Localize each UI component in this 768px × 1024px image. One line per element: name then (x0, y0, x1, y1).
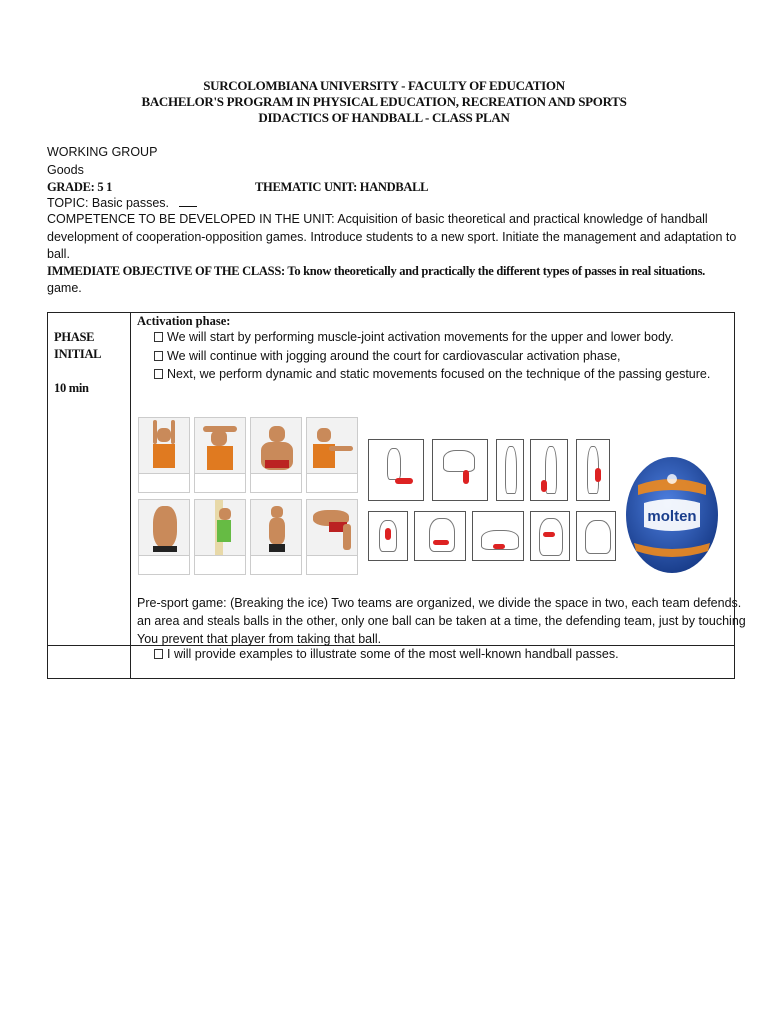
stretch-photo (138, 417, 190, 493)
document-header (0, 78, 768, 126)
stretching-photos-image (138, 417, 358, 577)
passes-example-bullet: I will provide examples to illustrate some of the most well-known handball passes. (154, 647, 619, 661)
topic-blank (179, 196, 197, 207)
header-program: BACHELOR'S PROGRAM IN PHYSICAL EDUCATION, RECREATION AND SPORTS (141, 94, 627, 109)
phase-label: PHASE (54, 330, 95, 344)
activation-bullet-1: We will start by performing muscle-joint activation movements for the upper and lower body. (154, 330, 674, 344)
stretch-sketch (472, 511, 524, 561)
objective-line: IMMEDIATE OBJECTIVE OF THE CLASS: To know theoretically and practically the different types of passes in real situations. (47, 264, 705, 278)
stretch-sketch (530, 439, 568, 501)
phase-cell (54, 329, 101, 397)
objective-continuation: game. (47, 281, 82, 295)
topic-label: TOPIC: Basic passes. (47, 196, 170, 210)
stretch-photo (306, 499, 358, 575)
topic-line (47, 195, 197, 212)
stretch-sketch (368, 511, 408, 561)
pre-sport-game-text (137, 594, 746, 648)
thematic-unit-label: THEMATIC UNIT: HANDBALL (255, 180, 429, 194)
pre-sport-line-2: an area and steals balls in the other, only one ball can be taken at a time, the defending team, just by touching (137, 614, 746, 628)
bullet-box-icon (154, 369, 163, 379)
stretch-photo (250, 499, 302, 575)
duration-label: 10 min (54, 381, 89, 395)
working-group-label: WORKING GROUP (47, 145, 158, 159)
bullet-box-icon (154, 649, 163, 659)
stretch-sketch (576, 439, 610, 501)
stretch-sketch (530, 511, 570, 561)
stretch-photo (306, 417, 358, 493)
competence-line-2: development of cooperation-opposition games. Introduce students to a new sport. Initiate the management and adaptation to (47, 230, 737, 244)
activation-bullet-2: We will continue with jogging around the court for cardiovascular activation phase, (154, 349, 621, 363)
phase-table (47, 312, 746, 679)
initial-label: INITIAL (54, 347, 102, 361)
grade-label: GRADE: 5 1 (47, 180, 113, 194)
stretch-photo (194, 417, 246, 493)
stretch-sketch (496, 439, 524, 501)
stretch-photo (194, 499, 246, 575)
handball-image (624, 455, 720, 575)
goods-label: Goods (47, 163, 84, 177)
competence-line-1: COMPETENCE TO BE DEVELOPED IN THE UNIT: Acquisition of basic theoretical and practical knowledge of handball (47, 212, 708, 226)
stretch-sketch (368, 439, 424, 501)
stretch-sketch (576, 511, 616, 561)
bullet-box-icon (154, 332, 163, 342)
stretch-photo (138, 499, 190, 575)
competence-line-3: ball. (47, 247, 70, 261)
header-university: SURCOLOMBIANA UNIVERSITY - FACULTY OF EDUCATION (203, 78, 565, 93)
stretch-sketch (432, 439, 488, 501)
activation-bullet-3: Next, we perform dynamic and static movements focused on the technique of the passing gesture. (154, 367, 710, 381)
pre-sport-line-1: Pre-sport game: (Breaking the ice) Two teams are organized, we divide the space in two, each team defends. (137, 596, 742, 610)
pre-sport-line-3: You prevent that player from taking that ball. (137, 632, 382, 646)
stretching-sketches-image (368, 439, 618, 579)
ball-brand-label: molten (647, 508, 697, 525)
bullet-box-icon (154, 351, 163, 361)
stretch-photo (250, 417, 302, 493)
activation-title: Activation phase: (137, 314, 231, 328)
header-class-plan: DIDACTICS OF HANDBALL - CLASS PLAN (258, 110, 510, 125)
table-column-divider (130, 313, 131, 678)
stretch-sketch (414, 511, 466, 561)
